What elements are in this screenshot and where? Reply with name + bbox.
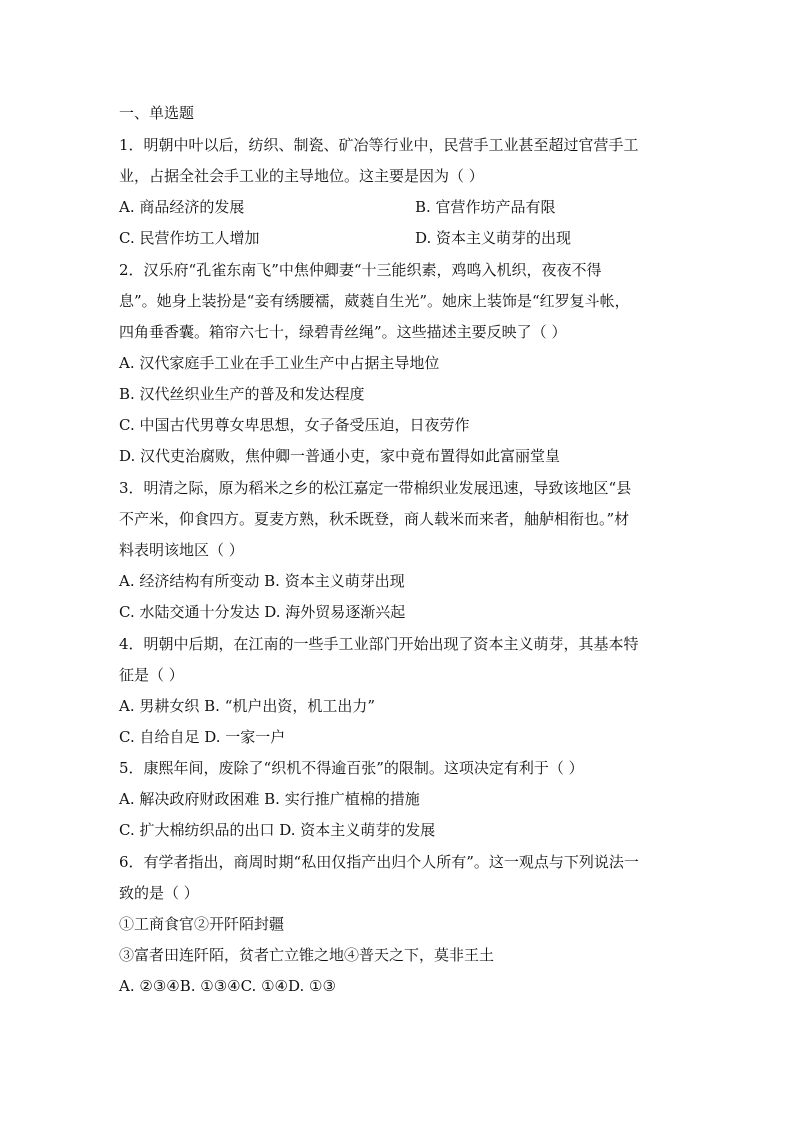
q1-stem-line-1: 1．明朝中叶以后，纺织、制瓷、矿冶等行业中，民营手工业甚至超过官营手工: [119, 136, 639, 154]
q4-stem-line-1: 4．明朝中后期，在江南的一些手工业部门开始出现了资本主义萌芽，其基本特: [119, 635, 639, 653]
q3-options-cd: C. 水陆交通十分发达 D. 海外贸易逐渐兴起: [119, 603, 406, 621]
q1-option-d: D. 资本主义萌芽的出现: [415, 229, 572, 247]
q4-options-ab: A. 男耕女织 B. “机户出资，机工出力”: [119, 697, 376, 715]
q6-stem-line-1: 6．有学者指出，商周时期“私田仅指产出归个人所有”。这一观点与下列说法一: [119, 853, 639, 871]
q4-options-cd: C. 自给自足 D. 一家一户: [119, 728, 286, 746]
q1-option-b: B. 官营作坊产品有限: [415, 198, 556, 216]
q5-options-ab: A. 解决政府财政困难 B. 实行推广植棉的措施: [119, 790, 420, 808]
q5-stem-line-1: 5．康熙年间，废除了“织机不得逾百张”的限制。这项决定有利于（ ）: [119, 759, 584, 777]
q2-option-d: D. 汉代吏治腐败，焦仲卿一普通小吏，家中竟布置得如此富丽堂皇: [119, 447, 561, 465]
q6-stem-line-2: 致的是（ ）: [119, 884, 199, 902]
q2-stem-line-3: 四角垂香囊。箱帘六七十，绿碧青丝绳”。这些描述主要反映了（ ）: [119, 323, 567, 341]
q4-stem-line-2: 征是（ ）: [119, 666, 184, 684]
q3-stem-line-2: 不产米，仰食四方。夏麦方熟，秋禾既登，商人载米而来者，舳舻相衔也。”材: [119, 510, 630, 528]
q2-option-c: C. 中国古代男尊女卑思想，女子备受压迫，日夜劳作: [119, 416, 470, 434]
q3-stem-line-3: 料表明该地区（ ）: [119, 541, 244, 559]
q5-options-cd: C. 扩大棉纺织品的出口 D. 资本主义萌芽的发展: [119, 821, 436, 839]
q6-options: A. ②③④B. ①③④C. ①④D. ①③: [119, 977, 336, 995]
q1-stem-line-2: 业，占据全社会手工业的主导地位。这主要是因为（ ）: [119, 167, 484, 185]
q2-option-a: A. 汉代家庭手工业在手工业生产中占据主导地位: [119, 354, 440, 372]
q3-stem-line-1: 3．明清之际，原为稻米之乡的松江嘉定一带棉织业发展迅速，导致该地区“县: [119, 479, 632, 497]
q6-items-1-2: ①工商食官②开阡陌封疆: [119, 915, 285, 933]
q2-stem-line-1: 2．汉乐府“孔雀东南飞”中焦仲卿妻“十三能织素，鸡鸣入机织，夜夜不得: [119, 261, 602, 279]
q2-stem-line-2: 息”。她身上装扮是“妾有绣腰襦，葳蕤自生光”。她床上装饰是“红罗复斗帐，: [119, 292, 630, 310]
section-title: 一、单选题: [119, 104, 195, 122]
q3-options-ab: A. 经济结构有所变动 B. 资本主义萌芽出现: [119, 572, 405, 590]
q6-items-3-4: ③富者田连阡陌，贫者亡立锥之地④普天之下，莫非王土: [119, 946, 495, 964]
q1-option-c: C. 民营作坊工人增加: [119, 229, 260, 247]
q1-option-a: A. 商品经济的发展: [119, 198, 245, 216]
q2-option-b: B. 汉代丝织业生产的普及和发达程度: [119, 385, 365, 403]
